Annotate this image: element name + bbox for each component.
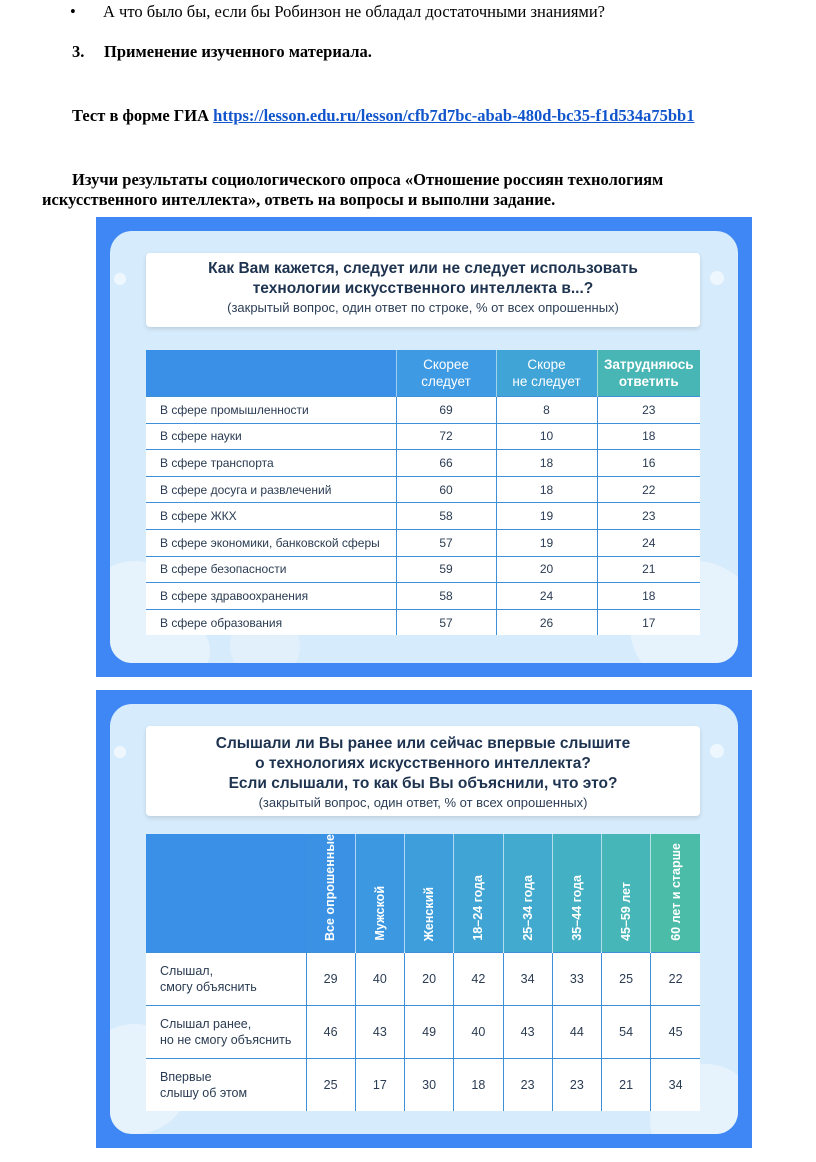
intro-text: Изучи результаты социологического опроса «Отношение россиян технологиям искусственного интеллекта», ответь на вопросы и выполни задание.: [42, 170, 664, 209]
value-cell: 8: [496, 397, 597, 424]
value-cell: 18: [597, 423, 700, 450]
value-cell: 21: [597, 556, 700, 583]
survey1-col-header: Затрудняюсь ответить: [597, 350, 700, 397]
survey1-question-line1: Как Вам кажется, следует или не следует использовать: [208, 260, 638, 277]
value-cell: 23: [597, 397, 700, 424]
row-label: В сфере ЖКХ: [146, 503, 396, 530]
survey2-col-header: 60 лет и старше: [651, 834, 700, 952]
survey1-table-row: [146, 583, 700, 610]
section-number: 3.: [72, 42, 85, 61]
row-label: В сфере досуга и развлечений: [146, 476, 396, 503]
row-label: В сфере безопасности: [146, 556, 396, 583]
survey2-table-row: [146, 1005, 700, 1058]
survey1-col-header: Скоре не следует: [496, 350, 597, 397]
value-cell: 20: [405, 952, 454, 1005]
value-cell: 45: [651, 1005, 700, 1058]
survey1-table-row: [146, 423, 700, 450]
value-cell: 23: [503, 1058, 552, 1111]
value-cell: 60: [396, 476, 496, 503]
value-cell: 40: [355, 952, 404, 1005]
survey2-table-row: [146, 1058, 700, 1111]
survey1-panel-inner: [110, 231, 738, 663]
value-cell: 18: [496, 450, 597, 477]
value-cell: 30: [405, 1058, 454, 1111]
row-label: В сфере науки: [146, 423, 396, 450]
bullet-text: А что было бы, если бы Робинзон не обладал достаточными знаниями?: [103, 2, 606, 21]
survey2-note: (закрытый вопрос, один ответ, % от всех опрошенных): [258, 795, 588, 810]
survey1-table-row: [146, 450, 700, 477]
value-cell: 44: [552, 1005, 601, 1058]
value-cell: 24: [496, 583, 597, 610]
survey1-table-row: [146, 503, 700, 530]
row-label: Слышал ранее, но не смогу объяснить: [146, 1005, 306, 1058]
value-cell: 22: [597, 476, 700, 503]
survey1-table-row: [146, 609, 700, 635]
test-line: [72, 106, 694, 126]
value-cell: 26: [496, 609, 597, 635]
survey2-col-header: Женский: [405, 834, 454, 952]
survey1-note: (закрытый вопрос, один ответ по строке, % от всех опрошенных): [227, 300, 619, 315]
value-cell: 72: [396, 423, 496, 450]
survey2-col-header: 35–44 года: [552, 834, 601, 952]
value-cell: 40: [454, 1005, 503, 1058]
survey2-panel-inner: [110, 704, 738, 1134]
test-link[interactable]: https://lesson.edu.ru/lesson/cfb7d7bc-abab-480d-bc35-f1d534a75bb1: [213, 106, 695, 125]
value-cell: 29: [306, 952, 355, 1005]
survey2-col-header: 18–24 года: [454, 834, 503, 952]
value-cell: 54: [602, 1005, 651, 1058]
survey1-table-row: [146, 556, 700, 583]
value-cell: 24: [597, 529, 700, 556]
value-cell: 43: [503, 1005, 552, 1058]
row-label: Слышал, смогу объяснить: [146, 952, 306, 1005]
survey1-col-header: Скорее следует: [396, 350, 496, 397]
value-cell: 42: [454, 952, 503, 1005]
value-cell: 10: [496, 423, 597, 450]
survey2-col-header: 45–59 лет: [602, 834, 651, 952]
survey1-table-row: [146, 529, 700, 556]
value-cell: 16: [597, 450, 700, 477]
survey2-question-line3: Если слышали, то как бы Вы объяснили, что это?: [228, 775, 618, 792]
value-cell: 25: [306, 1058, 355, 1111]
value-cell: 17: [597, 609, 700, 635]
value-cell: 19: [496, 503, 597, 530]
survey1-question-line2: технологии искусственного интеллекта в...?: [252, 280, 594, 297]
value-cell: 57: [396, 609, 496, 635]
survey1-table: [146, 350, 700, 635]
value-cell: 46: [306, 1005, 355, 1058]
value-cell: 22: [651, 952, 700, 1005]
row-label: В сфере здравоохранения: [146, 583, 396, 610]
row-label: В сфере образования: [146, 609, 396, 635]
survey2-table: [146, 834, 700, 1111]
row-label: В сфере транспорта: [146, 450, 396, 477]
value-cell: 57: [396, 529, 496, 556]
survey1-question-card: [146, 253, 700, 327]
bullet-marker: •: [70, 2, 76, 21]
value-cell: 18: [454, 1058, 503, 1111]
intro-paragraph: [42, 170, 732, 210]
survey2-question-line2: о технологиях искусственного интеллекта?: [255, 755, 591, 772]
value-cell: 49: [405, 1005, 454, 1058]
row-label: В сфере экономики, банковской сферы: [146, 529, 396, 556]
value-cell: 59: [396, 556, 496, 583]
survey2-col-header: Все опрошенные: [306, 834, 355, 952]
value-cell: 58: [396, 583, 496, 610]
survey2-question-card: [146, 726, 700, 816]
value-cell: 69: [396, 397, 496, 424]
value-cell: 33: [552, 952, 601, 1005]
row-label: В сфере промышленности: [146, 397, 396, 424]
survey2-table-row: [146, 952, 700, 1005]
value-cell: 18: [496, 476, 597, 503]
survey1-table-row: [146, 397, 700, 424]
value-cell: 17: [355, 1058, 404, 1111]
value-cell: 21: [602, 1058, 651, 1111]
value-cell: 19: [496, 529, 597, 556]
value-cell: 23: [597, 503, 700, 530]
row-label: Впервые слышу об этом: [146, 1058, 306, 1111]
value-cell: 20: [496, 556, 597, 583]
value-cell: 34: [651, 1058, 700, 1111]
value-cell: 18: [597, 583, 700, 610]
value-cell: 23: [552, 1058, 601, 1111]
survey2-panel: [96, 690, 752, 1148]
survey2-question-line1: Слышали ли Вы ранее или сейчас впервые слышите: [215, 735, 631, 752]
value-cell: 58: [396, 503, 496, 530]
value-cell: 34: [503, 952, 552, 1005]
value-cell: 66: [396, 450, 496, 477]
survey1-table-row: [146, 476, 700, 503]
value-cell: 43: [355, 1005, 404, 1058]
survey2-header-row: [146, 834, 700, 952]
survey1-header-row: [146, 350, 700, 397]
survey2-col-header: 25–34 года: [503, 834, 552, 952]
section-title: Применение изученного материала.: [104, 42, 372, 61]
test-label: Тест в форме ГИА: [72, 106, 214, 125]
value-cell: 25: [602, 952, 651, 1005]
survey2-col-header: Мужской: [355, 834, 404, 952]
survey1-panel: [96, 217, 752, 677]
